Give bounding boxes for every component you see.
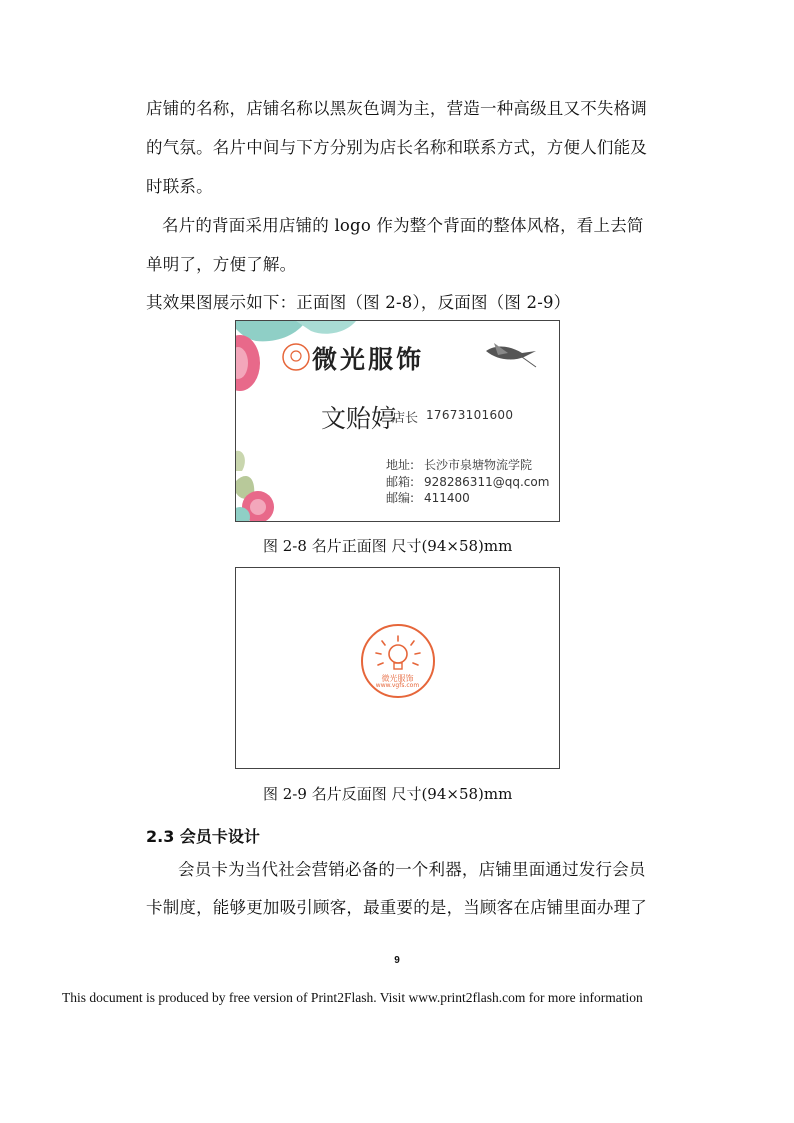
paragraph-line: 的气氛。名片中间与下方分别为店长名称和联系方式，方便人们能及 <box>146 138 647 157</box>
shop-logo <box>236 568 559 768</box>
zip-label: 邮编: <box>386 491 415 505</box>
owner-name: 文贻婷 <box>321 404 397 433</box>
paragraph-line: 会员卡为当代社会营销必备的一个利器，店铺里面通过发行会员 <box>178 860 646 879</box>
figure-caption: 图 2-8 名片正面图 尺寸(94×58)mm <box>263 537 513 555</box>
email-label: 邮箱: <box>386 475 415 489</box>
paragraph-line: 店铺的名称，店铺名称以黑灰色调为主，营造一种高级且又不失格调 <box>146 99 647 118</box>
section-heading: 2.3 会员卡设计 <box>146 827 260 846</box>
owner-phone: 17673101600 <box>426 408 514 422</box>
paragraph-line: 时联系。 <box>146 177 213 196</box>
zip-row <box>386 489 470 506</box>
page-number: 9 <box>394 955 400 966</box>
paragraph-line: 其效果图展示如下：正面图（图 2-8），反面图（图 2-9） <box>146 293 571 312</box>
figure-caption: 图 2-9 名片反面图 尺寸(94×58)mm <box>263 785 513 803</box>
paragraph-line: 名片的背面采用店铺的 logo 作为整个背面的整体风格，看上去简 <box>162 216 644 235</box>
address-label: 地址: <box>386 458 415 472</box>
address-value: 长沙市泉塘物流学院 <box>424 458 533 472</box>
logo-text: 微光服饰 <box>381 674 414 683</box>
address-row <box>386 456 532 473</box>
business-card-back <box>235 567 560 769</box>
logo-url-text: www.vgfs.com <box>375 682 420 689</box>
footer-notice: This document is produced by free version of Print2Flash. Visit www.print2flash.com for more information <box>62 990 643 1005</box>
email-value: 928286311@qq.com <box>424 475 550 489</box>
shop-name: 微光服饰 <box>312 345 425 374</box>
paragraph-line: 卡制度，能够更加吸引顾客，最重要的是，当顾客在店铺里面办理了 <box>146 898 647 917</box>
zip-value: 411400 <box>424 491 470 505</box>
email-row <box>386 473 549 490</box>
owner-title: 店长 <box>392 411 419 426</box>
paragraph-line: 单明了，方便了解。 <box>146 255 297 274</box>
